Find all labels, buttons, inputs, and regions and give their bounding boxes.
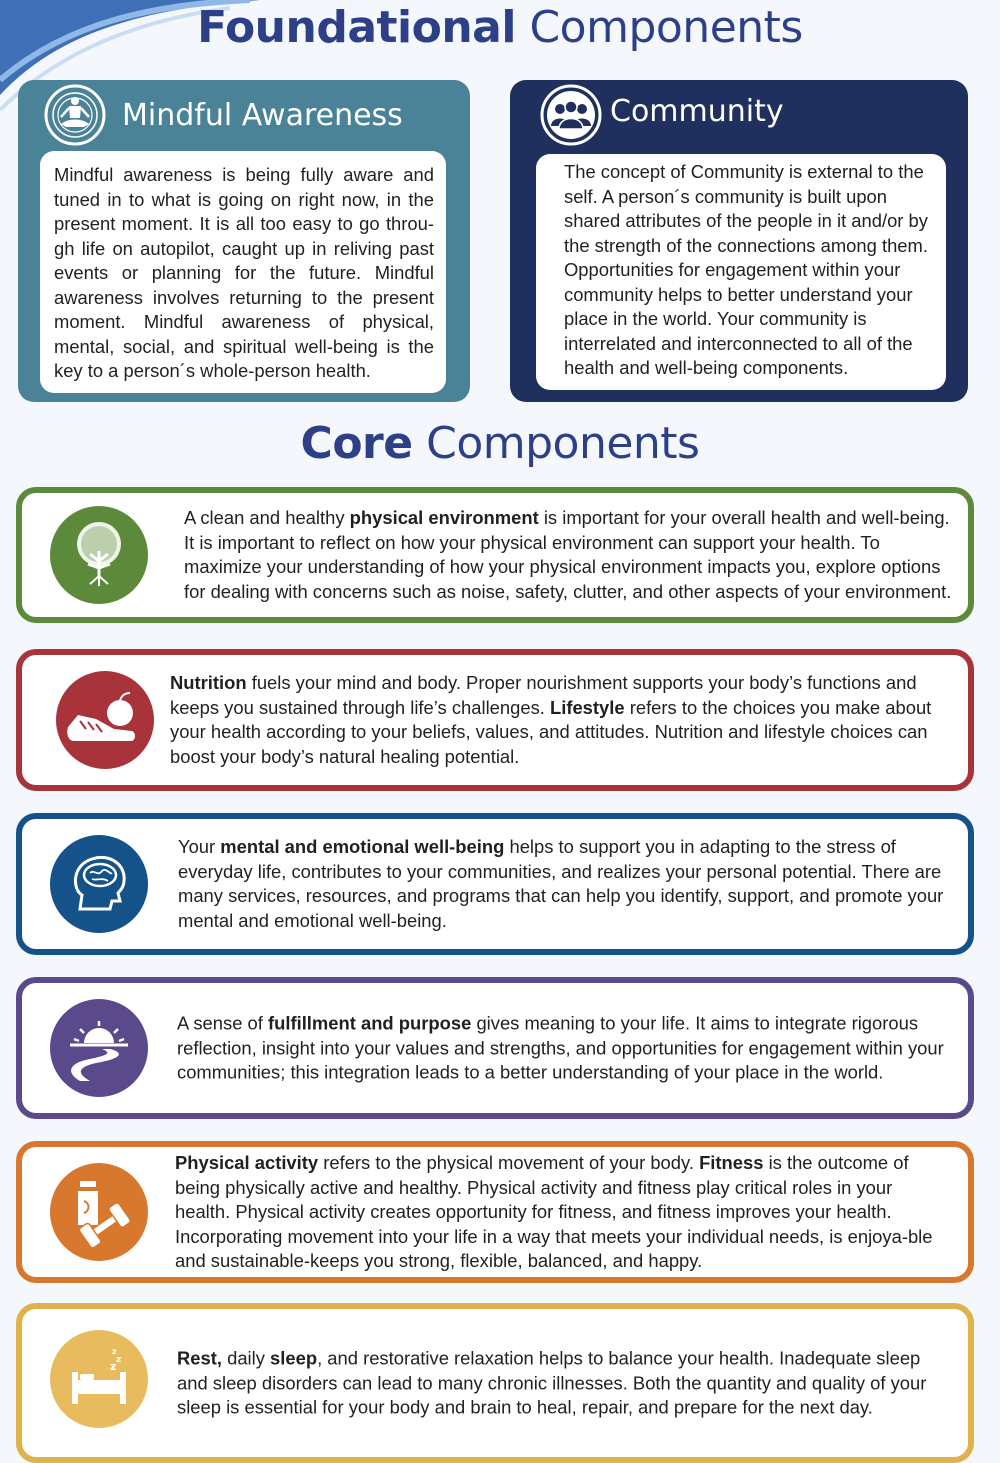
svg-text:z: z	[116, 1355, 122, 1365]
rest-sleep-text	[177, 1346, 947, 1420]
rest-text-post: , and restorative relaxation helps to balance your health. Inadequate sleep and sleep disorders can lead to many chronic illnesses. Both the quantity and quality of your sleep is essential for your body and brain to heal, repair, and prepare for the next day.	[177, 1347, 927, 1418]
community-panel	[510, 80, 968, 402]
shoe-and-apple-icon	[56, 671, 154, 769]
nutrition-text-post: refers to the choices you make about your health according to your beliefs, values, and attitudes. Nutrition and lifestyle choices can boost your body’s natural healing potential.	[170, 696, 932, 767]
svg-text:z: z	[110, 1360, 117, 1373]
nutrition-text-bold: Nutrition	[170, 672, 247, 693]
mindful-awareness-text: Mindful awareness is being fully aware and tuned in to what is going on right now, in the present moment. It is all too easy to go throu-gh life on autopilot, caught up in reliving past events or planning for the future. Mindful awareness involves returning to the present moment. Mindful awareness of physical, mental, social, and spiritual well-being is the key to a person´s whole-person health.	[40, 151, 446, 393]
nutrition-lifestyle-text	[170, 671, 940, 769]
head-brain-icon	[50, 835, 148, 933]
activity-text-post: is the outcome of being physically active and healthy. Physical activity and fitness play critical roles in your health. Physical activity creates opportunity for fitness, and fitness improves your health. Incorporating movement into your life in a way that meets your individual needs, is enjoya-ble and sustainable-keeps you strong, flexible, balanced, and happy.	[175, 1151, 933, 1271]
physical-environment-text	[184, 506, 954, 604]
foundational-heading	[0, 2, 1000, 53]
sleep-text-bold: sleep	[270, 1347, 318, 1369]
community-text: The concept of Community is external to the self. A person´s community is built upon shared attributes of the people in it and/or by the strength of the connections among them. Opportunities for engagement within your community helps to better understand your place in the world. Your community is interrelated and interconnected to all of the health and well-being components.	[536, 154, 946, 390]
lifestyle-text-bold: Lifestyle	[549, 696, 625, 718]
mental-text-bold: mental and emotional well-being	[220, 836, 505, 857]
purpose-text-bold: fulfillment and purpose	[268, 1012, 472, 1034]
core-heading	[0, 418, 1000, 469]
physical-activity-card	[16, 1141, 974, 1283]
tree-icon	[50, 506, 148, 604]
foundational-heading-rest: Components	[529, 2, 803, 53]
foundational-heading-strong: Foundational	[197, 2, 516, 53]
environment-text-bold: physical environment	[349, 507, 539, 528]
activity-text-bold: Physical activity	[175, 1151, 319, 1173]
bed-sleep-icon	[50, 1330, 148, 1428]
rest-text-mid: daily	[221, 1347, 271, 1369]
community-title: Community	[610, 94, 784, 129]
meditation-icon	[44, 84, 106, 146]
purpose-text-post: gives meaning to your life. It aims to integrate rigorous reflection, insight into your values and strengths, and opportunities for engagement within your communities; this integration leads to a better understanding of your place in the world.	[177, 1012, 944, 1083]
fulfillment-purpose-card	[16, 977, 974, 1119]
activity-text-mid: refers to the physical movement of your body.	[318, 1151, 700, 1173]
mental-emotional-card	[16, 813, 974, 955]
svg-text:z: z	[112, 1347, 117, 1356]
fulfillment-purpose-text	[177, 1011, 947, 1085]
physical-environment-card	[16, 487, 974, 623]
mental-text-pre: Your	[178, 836, 221, 857]
mental-text-post: helps to support you in adapting to the stress of everyday life, contributes to your communities, and realizes your personal potential. There are many services, resources, and programs that can help you identify, support, and promote your mental and emotional well-being.	[178, 836, 944, 931]
environment-text-post: is important for your overall health and well-being. It is important to reflect on how your physical environment can support your health. To maximize your understanding of how your physical environment impacts you, explore options for dealing with concerns such as noise, safety, clutter, and other aspects of your environment.	[184, 507, 952, 602]
purpose-text-pre: A sense of	[177, 1012, 268, 1034]
rest-sleep-card	[16, 1303, 974, 1463]
nutrition-lifestyle-card	[16, 649, 974, 791]
environment-text-pre: A clean and healthy	[184, 507, 350, 528]
core-heading-strong: Core	[300, 418, 413, 469]
mindful-awareness-panel	[18, 80, 470, 402]
rest-text-bold: Rest,	[177, 1347, 222, 1369]
core-heading-rest: Components	[426, 418, 700, 469]
physical-activity-text	[175, 1151, 945, 1274]
nutrition-text-mid: fuels your mind and body. Proper nourishment supports your body’s functions and keeps you sustained through life’s challenges.	[170, 672, 917, 718]
mental-emotional-text	[178, 835, 948, 933]
sunrise-road-icon	[50, 999, 148, 1097]
mindful-awareness-title: Mindful Awareness	[122, 98, 403, 133]
dumbbell-bottle-icon	[50, 1163, 148, 1261]
people-group-icon	[540, 84, 602, 146]
fitness-text-bold: Fitness	[699, 1151, 764, 1173]
